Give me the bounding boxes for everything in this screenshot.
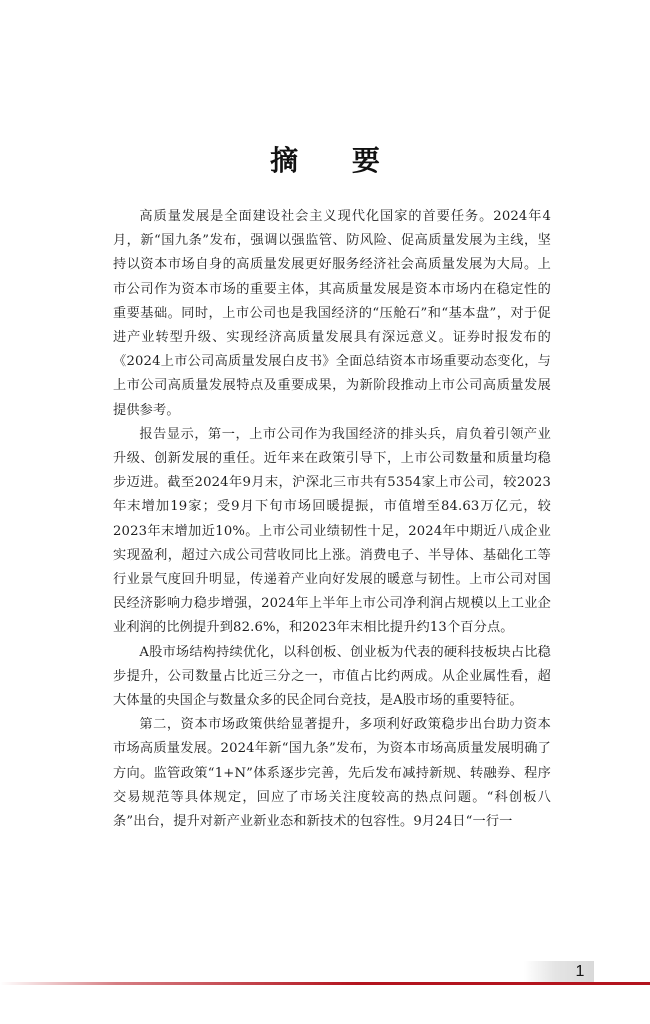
paragraph-2: 报告显示，第一，上市公司作为我国经济的排头兵，肩负着引领产业升级、创新发展的重任。近年来在政策引导下，上市公司数量和质量均稳步迈进。截至2024年9月末，沪深北三市共有5354家上市公司，较2023年末增加19家；受9月下旬市场回暖提振，市值增至84.63万亿元，较2023年末增加近10%。上市公司业绩韧性十足，2024年中期近八成企业实现盈利，超过六成公司营收同比上涨。消费电子、半导体、基础化工等行业景气度回升明显，传递着产业向好发展的暖意与韧性。上市公司对国民经济影响力稳步增强，2024年上半年上市公司净利润占规模以上工业企业利润的比例提升到82.6%，和2023年末相比提升约13个百分点。 xyxy=(113,426,551,636)
footer-rule xyxy=(0,982,650,985)
paragraph-1: 高质量发展是全面建设社会主义现代化国家的首要任务。2024年4月，新“国九条”发布，强调以强监管、防风险、促高质量发展为主线，坚持以资本市场自身的高质量发展更好服务经济社会高质量发展为大局。上市公司作为资本市场的重要主体，其高质量发展是资本市场内在稳定性的重要基础。同时，上市公司也是我国经济的“压舱石”和“基本盘”，对于促进产业转型升级、实现经济高质量发展具有深远意义。证券时报发布的《2024上市公司高质量发展白皮书》全面总结资本市场重要动态变化，与上市公司高质量发展特点及重要成果，为新阶段推动上市公司高质量发展提供参考。 xyxy=(113,209,551,418)
paragraph-3: A股市场结构持续优化，以科创板、创业板为代表的硬科技板块占比稳步提升，公司数量占比近三分之一，市值占比约两成。从企业属性看，超大体量的央国企与数量众多的民企同台竞技，是A股市场的重要特征。 xyxy=(113,644,551,709)
body-text xyxy=(113,205,551,834)
paragraph-4: 第二，资本市场政策供给显著提升，多项利好政策稳步出台助力资本市场高质量发展。2024年新“国九条”发布，为资本市场高质量发展明确了方向。监管政策“1+N”体系逐步完善，先后发布减持新规、转融券、程序交易规范等具体规定，回应了市场关注度较高的热点问题。“科创板八条”出台，提升对新产业新业态和新技术的包容性。9月24日“一行一 xyxy=(113,717,551,830)
page-title: 摘 要 xyxy=(270,143,402,177)
page-number: 1 xyxy=(575,963,585,980)
